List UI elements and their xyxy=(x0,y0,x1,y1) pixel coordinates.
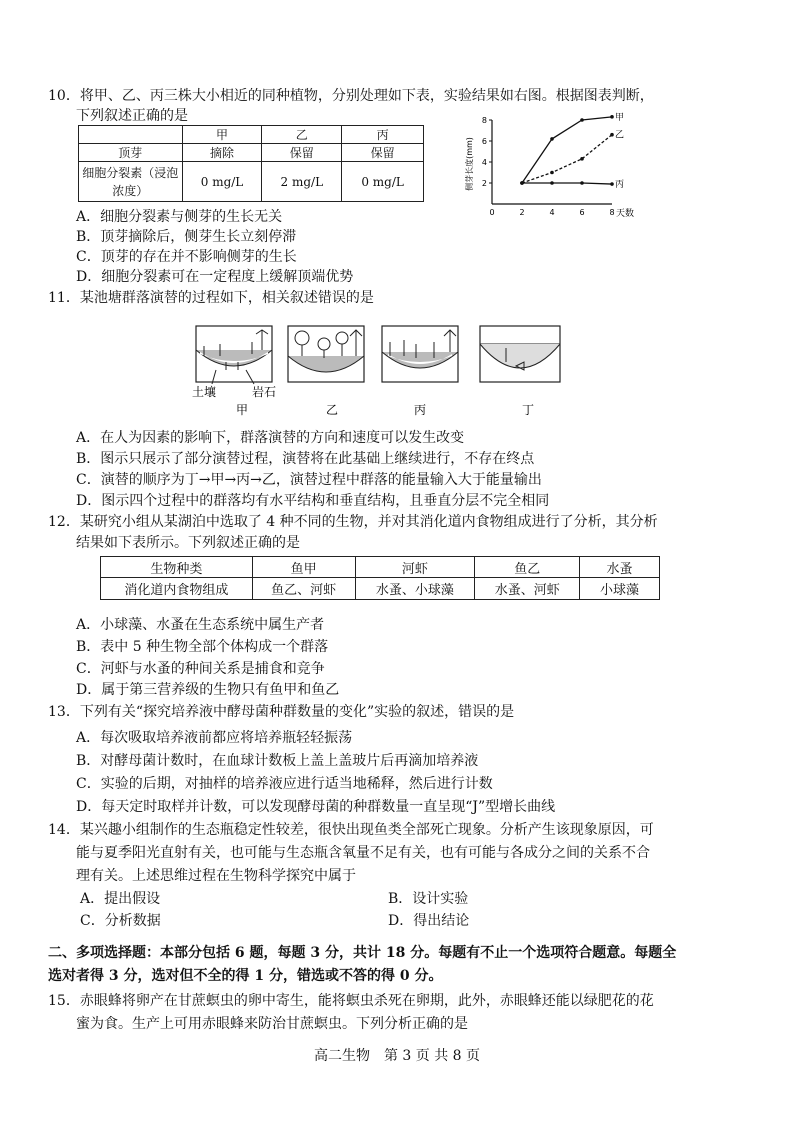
q11-option-a: A．在人为因素的影响下，群落演替的方向和速度可以发生改变 xyxy=(76,430,465,446)
q10-option-d: D．细胞分裂素可在一定程度上缓解顶端优势 xyxy=(76,269,354,285)
chart-point xyxy=(550,181,554,185)
q13-stem: 13．下列有关“探究培养液中酵母菌种群数量的变化”实验的叙述，错误的是 xyxy=(48,704,515,720)
chart-point xyxy=(580,181,584,185)
q14-option-d: D．得出结论 xyxy=(388,913,470,929)
q12-option-d: D．属于第三营养级的生物只有鱼甲和鱼乙 xyxy=(76,682,340,698)
q13-option-b: B．对酵母菌计数时，在血球计数板上盖上盖玻片后再滴加培养液 xyxy=(76,753,479,769)
q10-table-cell: 顶芽 xyxy=(79,144,183,162)
q12-option-c: C．河虾与水蚤的种间关系是捕食和竞争 xyxy=(76,661,325,677)
q12-table xyxy=(100,556,660,600)
chart-series-label: 丙 xyxy=(615,180,625,191)
q10-table-cell: 0 mg/L xyxy=(342,162,424,202)
chart-point xyxy=(550,137,554,141)
q13-option-a: A．每次吸取培养液前都应将培养瓶轻轻振荡 xyxy=(76,730,353,746)
q13-option-d: D．每天定时取样并计数，可以发现酵母菌的种群数量一直呈现“J”型增长曲线 xyxy=(76,799,556,815)
q14-option-a: A．提出假设 xyxy=(80,891,161,907)
chart-series-label: 乙 xyxy=(615,130,625,141)
q12-stem-line2: 结果如下表所示。下列叙述正确的是 xyxy=(76,535,300,551)
q10-stem-line2: 下列叙述正确的是 xyxy=(76,108,188,124)
panel-label-yi: 乙 xyxy=(326,403,339,417)
q12-stem-line1: 12．某研究小组从某湖泊中选取了 4 种不同的生物，并对其消化道内食物组成进行了分析，其分析 xyxy=(48,514,658,530)
q12-option-a: A．小球藻、水蚤在生态系统中属生产者 xyxy=(76,617,325,633)
q14-option-b: B．设计实验 xyxy=(388,891,469,907)
q12-table-header: 生物种类 xyxy=(101,557,253,578)
chart-point xyxy=(550,171,554,175)
chart-y-tick-label: 6 xyxy=(481,137,487,146)
chart-point xyxy=(580,118,584,122)
q10-table-header-yi: 乙 xyxy=(262,126,342,144)
panel-label-jia: 甲 xyxy=(236,403,249,417)
q14-option-c: C．分析数据 xyxy=(80,913,161,929)
chart-point xyxy=(610,182,614,186)
chart-xlabel: 天数 xyxy=(616,209,635,219)
page-footer: 高二生物 第 3 页 共 8 页 xyxy=(313,1048,481,1064)
panel-label-ding: 丁 xyxy=(522,403,535,417)
q12-table-header: 水蚤 xyxy=(580,557,660,578)
pond-panel-ding xyxy=(480,326,560,382)
q10-table-cell: 保留 xyxy=(262,144,342,162)
q11-stem: 11．某池塘群落演替的过程如下，相关叙述错误的是 xyxy=(48,290,374,306)
chart-series-line-0 xyxy=(522,117,612,183)
chart-point xyxy=(610,115,614,119)
q10-table-cell: 2 mg/L xyxy=(262,162,342,202)
q11-pond-succession-figure xyxy=(190,322,590,422)
q10-table-cell: 细胞分裂素（浸泡浓度） xyxy=(79,162,183,202)
chart-x-tick-label: 8 xyxy=(609,208,615,217)
q10-table-cell: 保留 xyxy=(342,144,424,162)
q10-stem-line1: 10．将甲、乙、丙三株大小相近的同种植物，分别处理如下表，实验结果如右图。根据图表判断， xyxy=(48,88,654,104)
q11-option-d: D．图示四个过程中的群落均有水平结构和垂直结构，且垂直分层不完全相同 xyxy=(76,493,550,509)
q10-table xyxy=(78,125,424,202)
chart-x-tick-label: 6 xyxy=(579,208,585,217)
q14-stem-line1: 14．某兴趣小组制作的生态瓶稳定性较差，很快出现鱼类全部死亡现象。分析产生该现象原因，可 xyxy=(48,822,654,838)
chart-series-label: 甲 xyxy=(615,112,625,123)
panel-label-bing: 丙 xyxy=(414,403,427,417)
q10-option-b: B．顶芽摘除后，侧芽生长立刻停滞 xyxy=(76,229,297,245)
q15-stem-line2: 蜜为食。生产上可用赤眼蜂来防治甘蔗螟虫。下列分析正确的是 xyxy=(76,1016,468,1032)
q10-table-header-jia: 甲 xyxy=(182,126,262,144)
chart-y-tick-label: 8 xyxy=(481,116,487,125)
label-soil: 土壤 xyxy=(192,385,217,399)
chart-x-tick-label: 2 xyxy=(519,208,525,217)
q14-stem-line3: 理有关。上述思维过程在生物科学探究中属于 xyxy=(76,868,356,884)
chart-x-tick-label: 0 xyxy=(489,208,495,217)
q11-option-b: B．图示只展示了部分演替过程，演替将在此基础上继续进行，不存在终点 xyxy=(76,451,535,467)
q12-table-header: 河虾 xyxy=(355,557,475,578)
chart-ylabel: 侧芽长度(mm) xyxy=(465,137,474,191)
pond-panel-yi xyxy=(288,326,364,382)
q12-table-cell: 鱼乙、河虾 xyxy=(252,578,355,600)
chart-y-tick-label: 4 xyxy=(481,158,487,167)
pond-panel-bing xyxy=(382,326,458,382)
q12-table-cell: 小球藻 xyxy=(580,578,660,600)
chart-point xyxy=(610,133,614,137)
chart-x-tick-label: 4 xyxy=(549,208,555,217)
q12-table-cell: 水蚤、河虾 xyxy=(475,578,580,600)
section2-header-line1: 二、多项选择题：本部分包括 6 题，每题 3 分，共计 18 分。每题有不止一个选项符合题意。每题全 xyxy=(48,945,677,961)
q12-table-header: 鱼乙 xyxy=(475,557,580,578)
q12-option-b: B．表中 5 种生物全部个体构成一个群落 xyxy=(76,639,329,655)
q10-line-chart xyxy=(462,112,635,224)
chart-y-tick-label: 2 xyxy=(481,179,487,188)
q10-table-header-bing: 丙 xyxy=(342,126,424,144)
q10-table-cell: 0 mg/L xyxy=(182,162,262,202)
chart-series-line-2 xyxy=(522,183,612,184)
chart-point xyxy=(580,157,584,161)
q10-option-a: A．细胞分裂素与侧芽的生长无关 xyxy=(76,209,283,225)
q11-option-c: C．演替的顺序为丁→甲→丙→乙，演替过程中群落的能量输入大于能量输出 xyxy=(76,472,542,488)
q14-stem-line2: 能与夏季阳光直射有关，也可能与生态瓶含氧量不足有关，也有可能与各成分之间的关系不合 xyxy=(76,845,650,861)
q10-table-header-empty xyxy=(79,126,183,144)
label-rock: 岩石 xyxy=(252,385,277,399)
chart-series-line-1 xyxy=(522,135,612,183)
q10-option-c: C．顶芽的存在并不影响侧芽的生长 xyxy=(76,249,297,265)
q13-option-c: C．实验的后期，对抽样的培养液应进行适当地稀释，然后进行计数 xyxy=(76,776,493,792)
q12-table-cell: 消化道内食物组成 xyxy=(101,578,253,600)
q12-table-header: 鱼甲 xyxy=(252,557,355,578)
pond-panel-jia xyxy=(196,326,272,384)
q15-stem-line1: 15．赤眼蜂将卵产在甘蔗螟虫的卵中寄生，能将螟虫杀死在卵期，此外，赤眼蜂还能以绿肥花的花 xyxy=(48,993,654,1009)
chart-point xyxy=(520,181,524,185)
section2-header-line2: 选对者得 3 分，选对但不全的得 1 分，错选或不答的得 0 分。 xyxy=(48,968,443,984)
q10-table-cell: 摘除 xyxy=(182,144,262,162)
q12-table-cell: 水蚤、小球藻 xyxy=(355,578,475,600)
